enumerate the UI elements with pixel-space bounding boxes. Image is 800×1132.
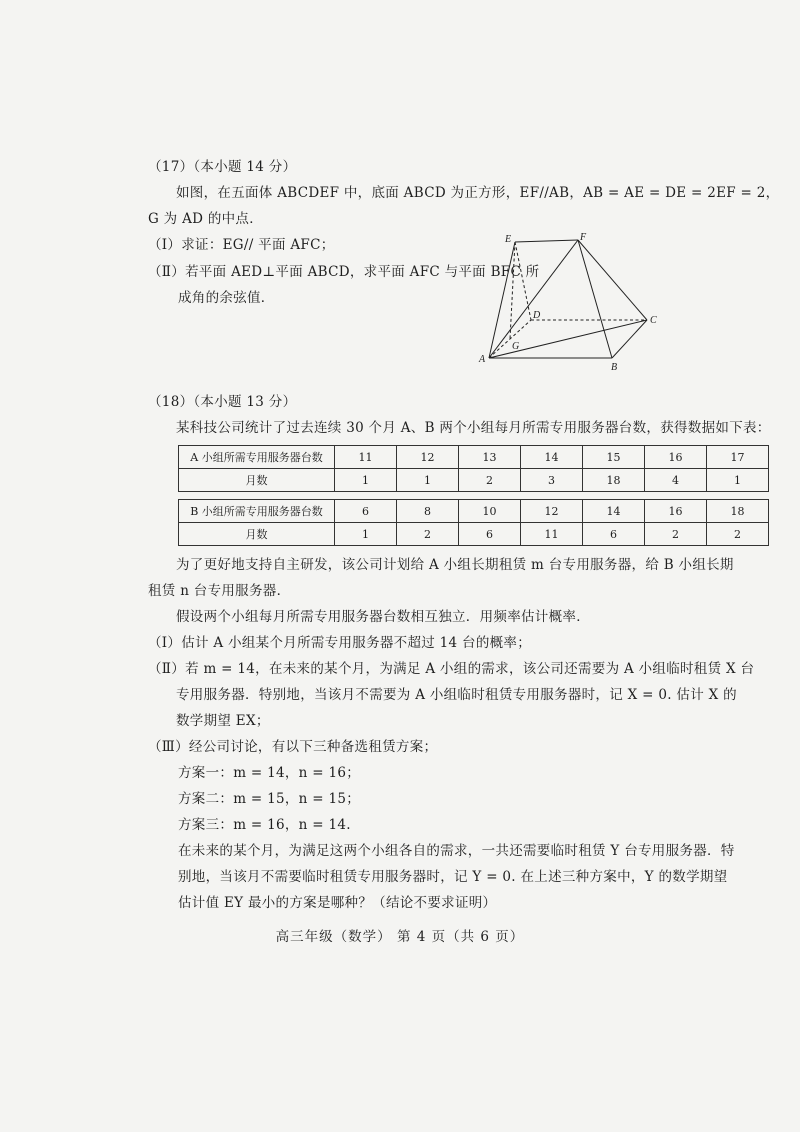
table-cell: A 小组所需专用服务器台数 <box>179 446 335 469</box>
q18-part2-line1: （Ⅱ）若 m = 14，在未来的某个月，为满足 A 小组的需求，该公司还需要为 A 小组临时租赁 X 台 <box>148 661 755 677</box>
q18-part3-line3: 别地，当该月不需要临时租赁专用服务器时，记 Y = 0. 在上述三种方案中，Y 的数学期望 <box>178 869 728 885</box>
label-e: E <box>505 234 512 245</box>
table-cell: 11 <box>335 446 397 469</box>
table-cell: 2 <box>707 523 769 546</box>
edge-ed-hidden <box>515 242 531 320</box>
pentahedron-figure <box>475 228 665 373</box>
page-footer: 高三年级（数学） 第 4 页（共 6 页） <box>275 929 525 945</box>
table-cell: 月数 <box>179 469 335 492</box>
q18-header: （18）（本小题 13 分） <box>148 394 297 410</box>
table-cell: 1 <box>335 523 397 546</box>
q17-part1: （Ⅰ）求证：EG// 平面 AFC； <box>148 237 335 253</box>
label-a: A <box>479 354 486 365</box>
table-cell: 16 <box>645 446 707 469</box>
table-cell: 11 <box>521 523 583 546</box>
edge-ef <box>515 240 578 242</box>
q18-part3-line1: （Ⅲ）经公司讨论，有以下三种备选租赁方案； <box>148 739 438 755</box>
edge-ac <box>489 320 647 358</box>
table-cell: 1 <box>335 469 397 492</box>
table-cell: 6 <box>583 523 645 546</box>
table-cell: 2 <box>459 469 521 492</box>
table-cell: 14 <box>583 500 645 523</box>
table-cell: 16 <box>645 500 707 523</box>
table-row <box>179 446 769 469</box>
table-cell: 6 <box>335 500 397 523</box>
table-cell: 月数 <box>179 523 335 546</box>
table-cell: 8 <box>397 500 459 523</box>
table-cell: 18 <box>707 500 769 523</box>
table-cell: 14 <box>521 446 583 469</box>
q17-text-line2: G 为 AD 的中点． <box>148 211 264 227</box>
label-c: C <box>650 315 657 326</box>
q17-header: （17）（本小题 14 分） <box>148 159 297 175</box>
q18-part3-line2: 在未来的某个月，为满足这两个小组各自的需求，一共还需要临时租赁 Y 台专用服务器．特 <box>178 843 735 859</box>
table-cell: 15 <box>583 446 645 469</box>
table-cell: 10 <box>459 500 521 523</box>
edge-ad-hidden <box>489 320 531 358</box>
table-row <box>179 500 769 523</box>
label-f: F <box>580 232 587 243</box>
table-cell: B 小组所需专用服务器台数 <box>179 500 335 523</box>
table-row <box>179 523 769 546</box>
q18-plan2: 方案二：m = 15，n = 15； <box>178 791 361 807</box>
q18-part1: （Ⅰ）估计 A 小组某个月所需专用服务器不超过 14 台的概率； <box>148 635 532 651</box>
table-cell: 17 <box>707 446 769 469</box>
edge-fc <box>578 240 647 320</box>
table-cell: 2 <box>645 523 707 546</box>
q18-plan1: 方案一：m = 14，n = 16； <box>178 765 361 781</box>
label-b: B <box>611 362 618 373</box>
table-b-servers <box>178 499 769 546</box>
table-cell: 12 <box>521 500 583 523</box>
table-cell: 4 <box>645 469 707 492</box>
table-a-servers <box>178 445 769 492</box>
label-g: G <box>512 341 520 352</box>
table-cell: 6 <box>459 523 521 546</box>
edge-bc <box>612 320 647 358</box>
q18-para1-line2: 租赁 n 台专用服务器． <box>148 583 291 599</box>
q17-part2-line2: 成角的余弦值． <box>178 290 275 306</box>
q18-part2-line2: 专用服务器．特别地，当该月不需要为 A 小组临时租赁专用服务器时，记 X = 0. 估计 X 的 <box>176 687 737 703</box>
q18-plan3: 方案三：m = 16，n = 14. <box>178 817 351 833</box>
edge-fb <box>578 240 612 358</box>
table-row <box>179 469 769 492</box>
table-cell: 18 <box>583 469 645 492</box>
table-cell: 2 <box>397 523 459 546</box>
label-d: D <box>533 310 541 321</box>
table-cell: 12 <box>397 446 459 469</box>
q18-para1-line1: 为了更好地支持自主研发，该公司计划给 A 小组长期租赁 m 台专用服务器，给 B 小组长期 <box>176 557 734 573</box>
table-cell: 1 <box>707 469 769 492</box>
q17-part2-line1: （Ⅱ）若平面 AED⊥平面 ABCD，求平面 AFC 与平面 BFC 所 <box>148 264 540 280</box>
table-cell: 1 <box>397 469 459 492</box>
table-cell: 3 <box>521 469 583 492</box>
q18-intro: 某科技公司统计了过去连续 30 个月 A、B 两个小组每月所需专用服务器台数，获得数据如下表： <box>176 420 771 436</box>
q18-part3-line4: 估计值 EY 最小的方案是哪种？（结论不要求证明） <box>178 895 497 911</box>
q18-part2-line3: 数学期望 EX； <box>176 713 270 729</box>
table-cell: 13 <box>459 446 521 469</box>
q17-text-line1: 如图，在五面体 ABCDEF 中，底面 ABCD 为正方形，EF//AB，AB = AE = DE = 2EF = 2， <box>176 185 780 201</box>
q18-para2: 假设两个小组每月所需专用服务器台数相互独立．用频率估计概率． <box>176 609 590 625</box>
